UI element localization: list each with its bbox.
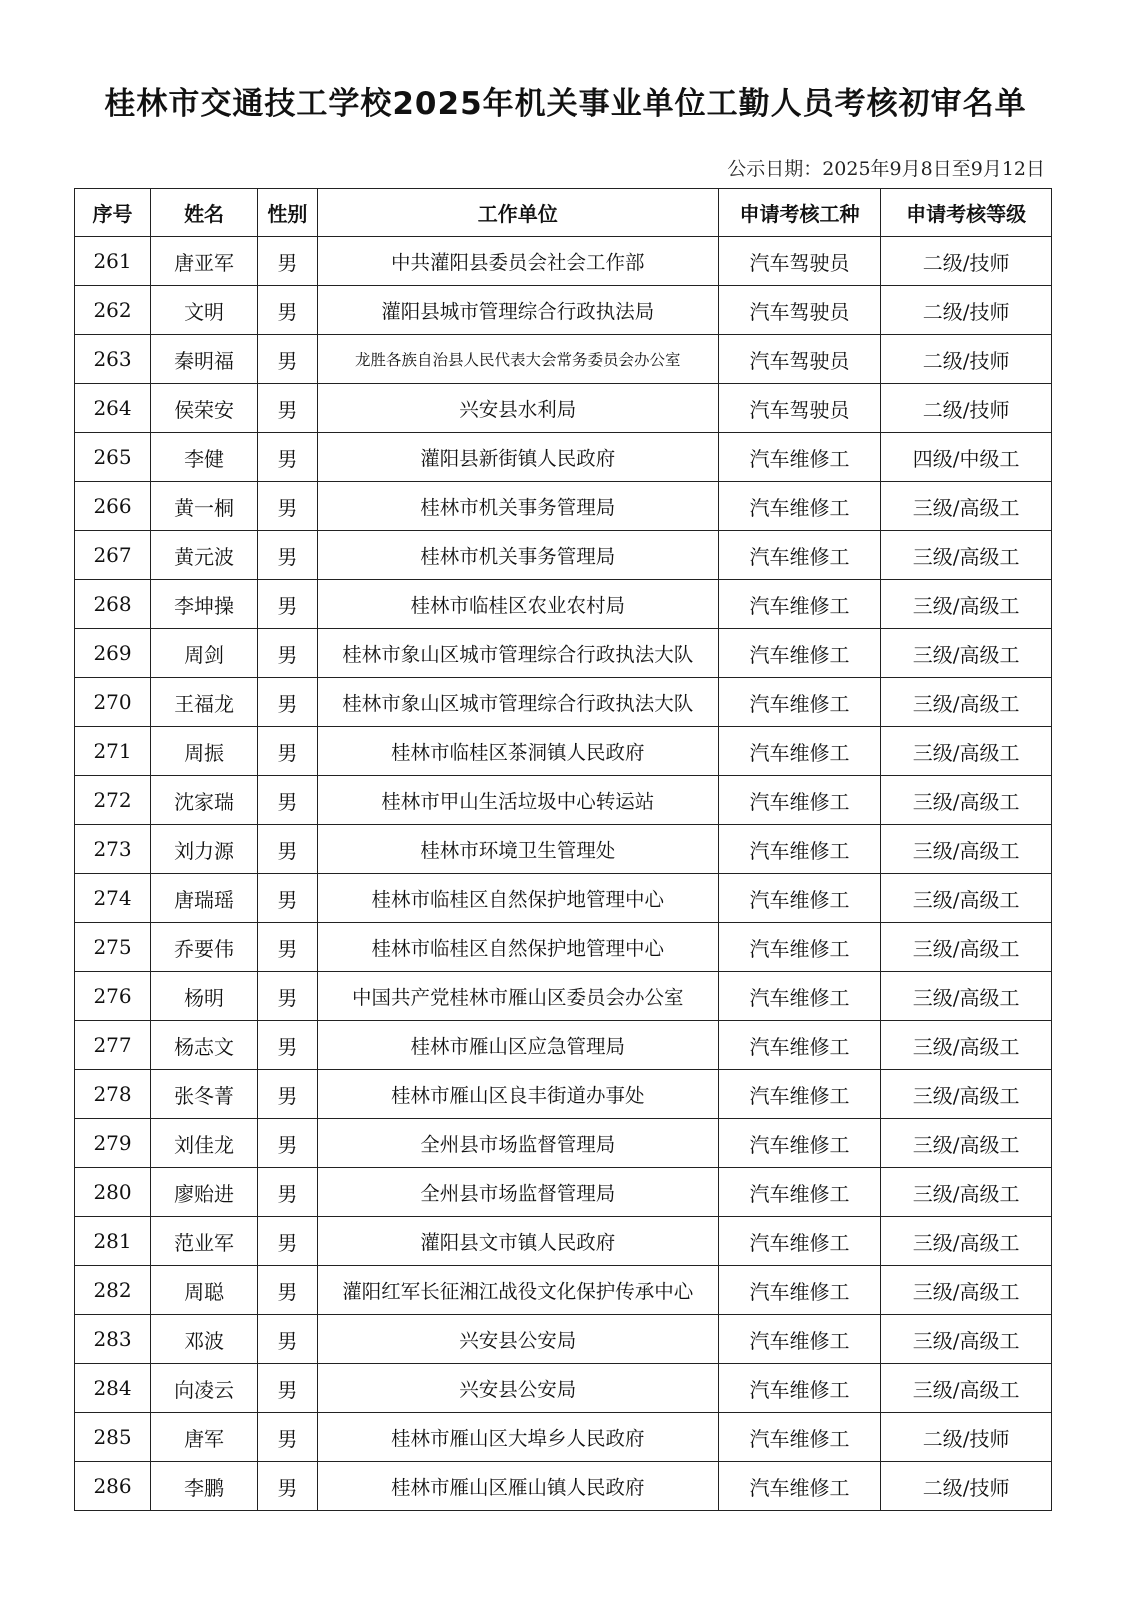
cell-trade: 汽车驾驶员 (718, 384, 880, 433)
cell-work-unit: 灌阳县城市管理综合行政执法局 (317, 286, 718, 335)
cell-index: 277 (75, 1021, 151, 1070)
cell-gender: 男 (258, 384, 318, 433)
table-row (75, 1462, 1052, 1511)
cell-gender: 男 (258, 335, 318, 384)
cell-gender: 男 (258, 482, 318, 531)
cell-gender: 男 (258, 1364, 318, 1413)
cell-trade: 汽车维修工 (718, 874, 880, 923)
cell-index: 282 (75, 1266, 151, 1315)
cell-work-unit: 桂林市临桂区自然保护地管理中心 (317, 874, 718, 923)
cell-work-unit: 中国共产党桂林市雁山区委员会办公室 (317, 972, 718, 1021)
cell-level: 三级/高级工 (881, 1266, 1052, 1315)
table-body (75, 237, 1052, 1511)
cell-index: 269 (75, 629, 151, 678)
table-row (75, 776, 1052, 825)
cell-name: 周剑 (151, 629, 258, 678)
cell-index: 274 (75, 874, 151, 923)
cell-work-unit: 灌阳县文市镇人民政府 (317, 1217, 718, 1266)
cell-gender: 男 (258, 237, 318, 286)
cell-gender: 男 (258, 874, 318, 923)
cell-trade: 汽车维修工 (718, 1021, 880, 1070)
cell-index: 279 (75, 1119, 151, 1168)
cell-gender: 男 (258, 1168, 318, 1217)
cell-trade: 汽车维修工 (718, 531, 880, 580)
cell-trade: 汽车驾驶员 (718, 335, 880, 384)
header-gender: 性别 (258, 189, 318, 237)
table-row (75, 825, 1052, 874)
cell-name: 廖贻进 (151, 1168, 258, 1217)
cell-level: 三级/高级工 (881, 825, 1052, 874)
cell-level: 三级/高级工 (881, 776, 1052, 825)
table-row (75, 1021, 1052, 1070)
cell-gender: 男 (258, 1462, 318, 1511)
cell-trade: 汽车维修工 (718, 776, 880, 825)
table-row (75, 1070, 1052, 1119)
cell-work-unit: 桂林市雁山区雁山镇人民政府 (317, 1462, 718, 1511)
cell-name: 杨明 (151, 972, 258, 1021)
header-index: 序号 (75, 189, 151, 237)
cell-name: 周振 (151, 727, 258, 776)
cell-index: 266 (75, 482, 151, 531)
cell-name: 李鹏 (151, 1462, 258, 1511)
cell-work-unit: 桂林市雁山区应急管理局 (317, 1021, 718, 1070)
header-name: 姓名 (151, 189, 258, 237)
cell-level: 三级/高级工 (881, 629, 1052, 678)
table-row (75, 237, 1052, 286)
table-row (75, 1119, 1052, 1168)
cell-trade: 汽车维修工 (718, 1217, 880, 1266)
cell-work-unit: 灌阳红军长征湘江战役文化保护传承中心 (317, 1266, 718, 1315)
cell-trade: 汽车驾驶员 (718, 286, 880, 335)
cell-level: 三级/高级工 (881, 1168, 1052, 1217)
cell-gender: 男 (258, 1217, 318, 1266)
cell-work-unit: 全州县市场监督管理局 (317, 1168, 718, 1217)
cell-name: 唐亚军 (151, 237, 258, 286)
table-row (75, 286, 1052, 335)
cell-trade: 汽车维修工 (718, 1266, 880, 1315)
cell-work-unit: 桂林市环境卫生管理处 (317, 825, 718, 874)
cell-trade: 汽车维修工 (718, 1168, 880, 1217)
cell-work-unit: 兴安县水利局 (317, 384, 718, 433)
cell-index: 268 (75, 580, 151, 629)
cell-trade: 汽车维修工 (718, 825, 880, 874)
cell-name: 黄元波 (151, 531, 258, 580)
cell-index: 264 (75, 384, 151, 433)
cell-name: 周聪 (151, 1266, 258, 1315)
cell-index: 265 (75, 433, 151, 482)
cell-trade: 汽车维修工 (718, 1364, 880, 1413)
cell-name: 邓波 (151, 1315, 258, 1364)
cell-level: 三级/高级工 (881, 874, 1052, 923)
cell-level: 三级/高级工 (881, 1021, 1052, 1070)
cell-level: 二级/技师 (881, 335, 1052, 384)
cell-work-unit: 兴安县公安局 (317, 1364, 718, 1413)
cell-trade: 汽车驾驶员 (718, 237, 880, 286)
table-row (75, 580, 1052, 629)
cell-gender: 男 (258, 1266, 318, 1315)
cell-index: 261 (75, 237, 151, 286)
cell-trade: 汽车维修工 (718, 433, 880, 482)
cell-work-unit: 桂林市机关事务管理局 (317, 482, 718, 531)
cell-gender: 男 (258, 629, 318, 678)
cell-gender: 男 (258, 1119, 318, 1168)
cell-name: 秦明福 (151, 335, 258, 384)
cell-name: 沈家瑞 (151, 776, 258, 825)
cell-name: 侯荣安 (151, 384, 258, 433)
cell-trade: 汽车维修工 (718, 482, 880, 531)
publication-date: 公示日期：2025年9月8日至9月12日 (727, 158, 1045, 180)
cell-level: 三级/高级工 (881, 923, 1052, 972)
cell-gender: 男 (258, 825, 318, 874)
cell-level: 三级/高级工 (881, 678, 1052, 727)
cell-trade: 汽车维修工 (718, 629, 880, 678)
cell-trade: 汽车维修工 (718, 1070, 880, 1119)
table-row (75, 923, 1052, 972)
cell-index: 278 (75, 1070, 151, 1119)
cell-name: 刘力源 (151, 825, 258, 874)
cell-index: 267 (75, 531, 151, 580)
cell-trade: 汽车维修工 (718, 1119, 880, 1168)
table-row (75, 1315, 1052, 1364)
table-row (75, 727, 1052, 776)
cell-level: 二级/技师 (881, 1413, 1052, 1462)
header-trade: 申请考核工种 (718, 189, 880, 237)
cell-name: 李健 (151, 433, 258, 482)
cell-level: 三级/高级工 (881, 482, 1052, 531)
cell-index: 270 (75, 678, 151, 727)
table-row (75, 1266, 1052, 1315)
cell-name: 向凌云 (151, 1364, 258, 1413)
cell-level: 三级/高级工 (881, 1217, 1052, 1266)
cell-index: 284 (75, 1364, 151, 1413)
cell-work-unit: 桂林市甲山生活垃圾中心转运站 (317, 776, 718, 825)
cell-work-unit: 桂林市象山区城市管理综合行政执法大队 (317, 629, 718, 678)
cell-work-unit: 桂林市雁山区大埠乡人民政府 (317, 1413, 718, 1462)
document-title: 桂林市交通技工学校2025年机关事业单位工勤人员考核初审名单 (104, 86, 1027, 122)
cell-trade: 汽车维修工 (718, 1315, 880, 1364)
cell-name: 张冬菁 (151, 1070, 258, 1119)
cell-name: 唐军 (151, 1413, 258, 1462)
cell-trade: 汽车维修工 (718, 923, 880, 972)
cell-index: 285 (75, 1413, 151, 1462)
cell-level: 二级/技师 (881, 1462, 1052, 1511)
table-row (75, 335, 1052, 384)
cell-work-unit: 桂林市临桂区茶洞镇人民政府 (317, 727, 718, 776)
cell-gender: 男 (258, 433, 318, 482)
candidate-table (74, 188, 1052, 1511)
cell-gender: 男 (258, 923, 318, 972)
cell-index: 281 (75, 1217, 151, 1266)
header-level: 申请考核等级 (881, 189, 1052, 237)
table-row (75, 482, 1052, 531)
cell-trade: 汽车维修工 (718, 972, 880, 1021)
table-row (75, 1364, 1052, 1413)
cell-name: 刘佳龙 (151, 1119, 258, 1168)
table-row (75, 433, 1052, 482)
cell-index: 283 (75, 1315, 151, 1364)
cell-gender: 男 (258, 1413, 318, 1462)
cell-gender: 男 (258, 776, 318, 825)
cell-work-unit: 桂林市机关事务管理局 (317, 531, 718, 580)
cell-level: 三级/高级工 (881, 580, 1052, 629)
cell-work-unit: 桂林市临桂区农业农村局 (317, 580, 718, 629)
table-header-row (75, 189, 1052, 237)
cell-level: 二级/技师 (881, 384, 1052, 433)
cell-level: 三级/高级工 (881, 1070, 1052, 1119)
cell-name: 王福龙 (151, 678, 258, 727)
cell-name: 乔要伟 (151, 923, 258, 972)
table-row (75, 972, 1052, 1021)
table-row (75, 629, 1052, 678)
cell-name: 文明 (151, 286, 258, 335)
cell-gender: 男 (258, 678, 318, 727)
cell-index: 280 (75, 1168, 151, 1217)
cell-level: 三级/高级工 (881, 1119, 1052, 1168)
cell-name: 黄一桐 (151, 482, 258, 531)
header-work-unit: 工作单位 (317, 189, 718, 237)
cell-trade: 汽车维修工 (718, 727, 880, 776)
cell-index: 272 (75, 776, 151, 825)
cell-gender: 男 (258, 727, 318, 776)
table-row (75, 1217, 1052, 1266)
cell-index: 276 (75, 972, 151, 1021)
cell-level: 三级/高级工 (881, 972, 1052, 1021)
cell-index: 262 (75, 286, 151, 335)
cell-trade: 汽车维修工 (718, 580, 880, 629)
cell-level: 三级/高级工 (881, 1364, 1052, 1413)
cell-name: 李坤操 (151, 580, 258, 629)
table-row (75, 384, 1052, 433)
cell-level: 二级/技师 (881, 237, 1052, 286)
cell-work-unit: 桂林市象山区城市管理综合行政执法大队 (317, 678, 718, 727)
cell-work-unit: 桂林市雁山区良丰街道办事处 (317, 1070, 718, 1119)
table-row (75, 1168, 1052, 1217)
cell-gender: 男 (258, 1021, 318, 1070)
cell-gender: 男 (258, 1070, 318, 1119)
cell-gender: 男 (258, 531, 318, 580)
cell-work-unit: 桂林市临桂区自然保护地管理中心 (317, 923, 718, 972)
cell-index: 273 (75, 825, 151, 874)
cell-work-unit: 龙胜各族自治县人民代表大会常务委员会办公室 (317, 335, 718, 384)
cell-index: 271 (75, 727, 151, 776)
table-row (75, 874, 1052, 923)
cell-work-unit: 灌阳县新街镇人民政府 (317, 433, 718, 482)
cell-work-unit: 兴安县公安局 (317, 1315, 718, 1364)
cell-index: 286 (75, 1462, 151, 1511)
cell-work-unit: 中共灌阳县委员会社会工作部 (317, 237, 718, 286)
table-row (75, 1413, 1052, 1462)
cell-gender: 男 (258, 1315, 318, 1364)
cell-name: 唐瑞瑶 (151, 874, 258, 923)
table-row (75, 531, 1052, 580)
cell-trade: 汽车维修工 (718, 1462, 880, 1511)
cell-level: 三级/高级工 (881, 727, 1052, 776)
cell-work-unit: 全州县市场监督管理局 (317, 1119, 718, 1168)
cell-name: 范业军 (151, 1217, 258, 1266)
cell-name: 杨志文 (151, 1021, 258, 1070)
cell-gender: 男 (258, 580, 318, 629)
cell-trade: 汽车维修工 (718, 678, 880, 727)
cell-level: 二级/技师 (881, 286, 1052, 335)
table-row (75, 678, 1052, 727)
cell-gender: 男 (258, 972, 318, 1021)
cell-trade: 汽车维修工 (718, 1413, 880, 1462)
cell-gender: 男 (258, 286, 318, 335)
cell-index: 275 (75, 923, 151, 972)
cell-level: 三级/高级工 (881, 1315, 1052, 1364)
cell-level: 四级/中级工 (881, 433, 1052, 482)
cell-level: 三级/高级工 (881, 531, 1052, 580)
cell-index: 263 (75, 335, 151, 384)
